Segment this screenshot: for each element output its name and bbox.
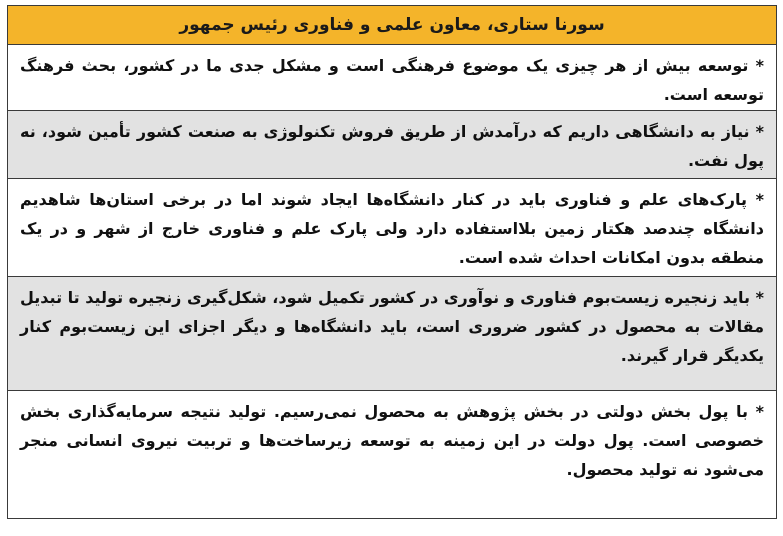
quote-item: * باید زنجیره زیست‌بوم فناوری و نوآوری در کشور تکمیل شود، شکل‌گیری زنجیره تولید تا تبدیل مقالات به محصول در کشور ضروری است، باید دانشگاه‌ها و دیگر اجزای این زیست‌بوم کنار یکدیگر قرار گیرند.: [8, 277, 776, 391]
quote-item: * با پول بخش دولتی در بخش پژوهش به محصول نمی‌رسیم. تولید نتیجه سرمایه‌گذاری بخش خصوصی است. پول دولت در این زمینه به توسعه زیرساخت‌ها و تربیت نیروی انسانی منجر می‌شود نه تولید محصول.: [20, 402, 764, 479]
quote-item: * توسعه بیش از هر چیزی یک موضوع فرهنگی است و مشکل جدی ما در کشور، بحث فرهنگ توسعه است.: [8, 45, 776, 111]
quote-item: * پارک‌های علم و فناوری باید در کنار دانشگاه‌ها ایجاد شوند اما در برخی استان‌ها شاهدیم دانشگاه چندصد هکتار زمین بلااستفاده دارد ولی پارک علم و فناوری خارج از شهر و در یک منطقه بدون امکانات احداث شده است.: [8, 179, 776, 277]
quote-box: [7, 5, 777, 519]
quote-box-title: سورنا ستاری، معاون علمی و فناوری رئیس جمهور: [8, 6, 776, 45]
quote-item: * نیاز به دانشگاهی داریم که درآمدش از طریق فروش تکنولوژی به صنعت کشور تأمین شود، نه پول نفت.: [8, 111, 776, 179]
